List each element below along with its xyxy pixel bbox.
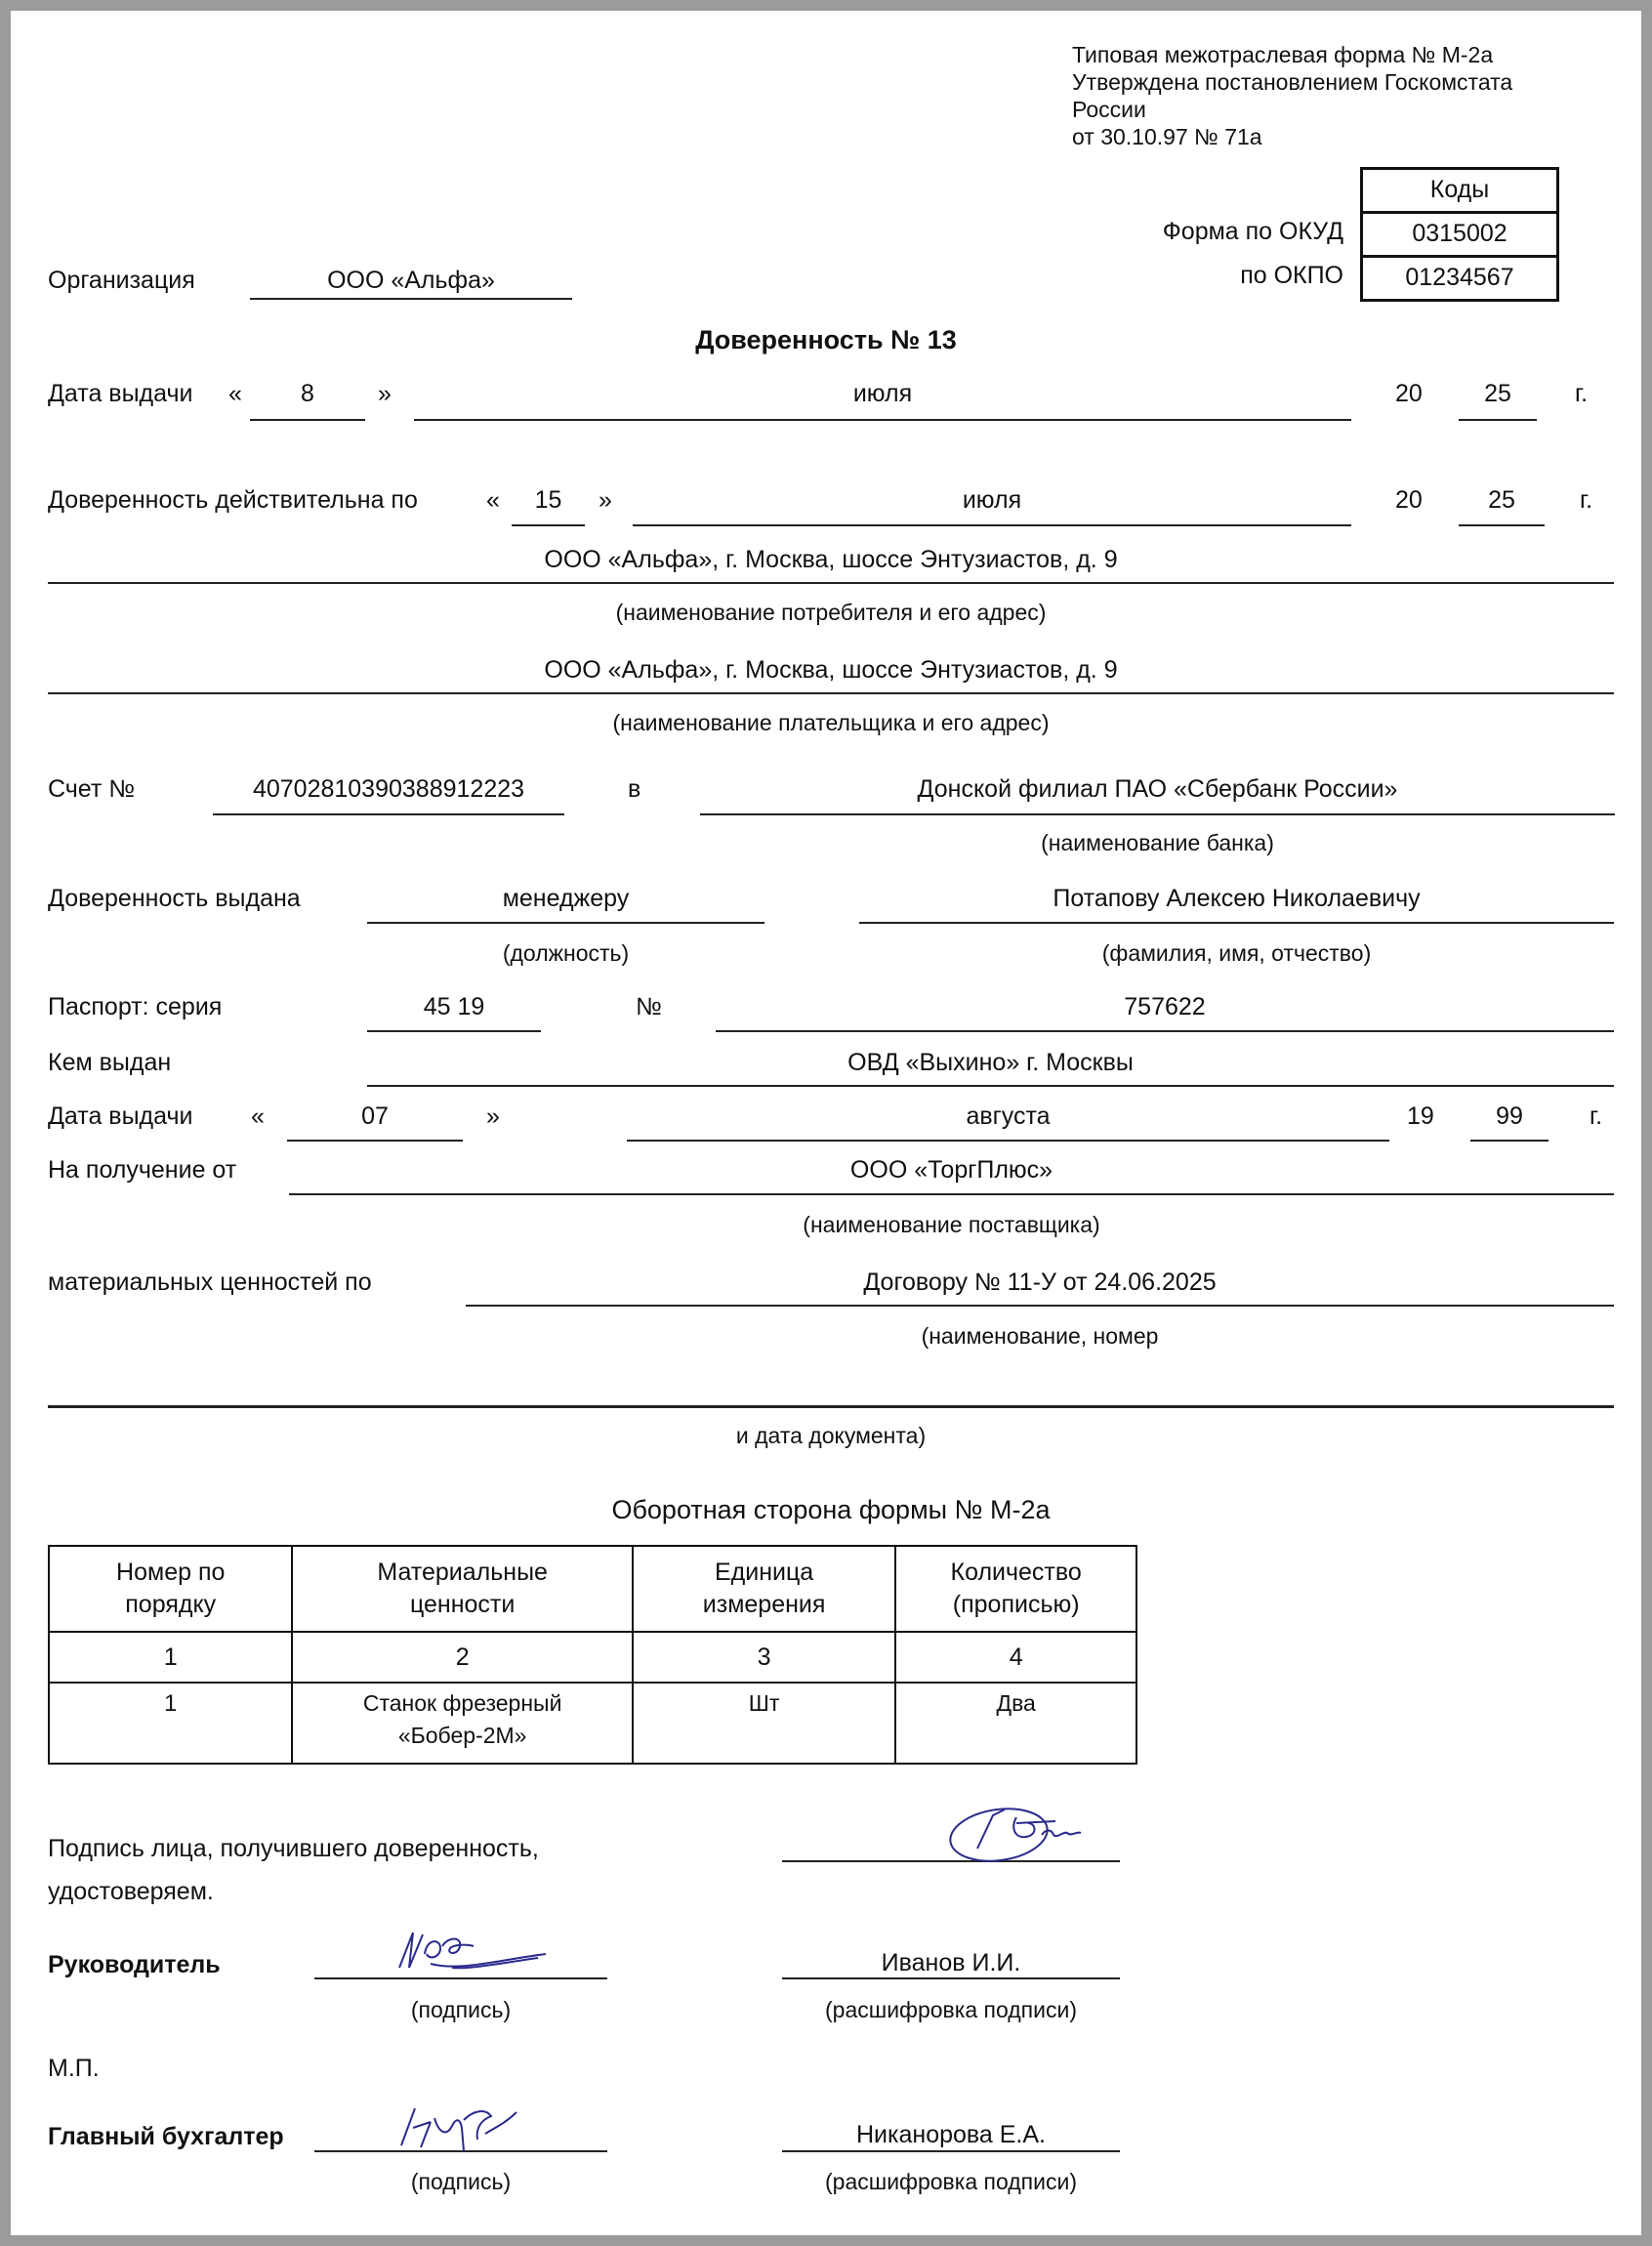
accountant-name: Никанорова Е.А. [855, 2121, 1047, 2148]
issued-by-value: ОВД «Выхино» г. Москвы [847, 1049, 1134, 1076]
valid-until-month: июля [962, 486, 1022, 514]
account-label: Счет № [48, 775, 136, 803]
table-header-cell [49, 1546, 292, 1632]
issued-by-line [367, 1085, 1614, 1087]
row-number-cell: 1 [49, 1683, 292, 1764]
materials-caption-1: (наименование, номер [921, 1323, 1159, 1349]
accountant-decode-caption: (расшифровка подписи) [825, 2169, 1077, 2194]
table-column-numbers-row [49, 1632, 1136, 1683]
valid-until-year-suffix: г. [1580, 486, 1593, 514]
table-header-cell [895, 1546, 1136, 1632]
valid-until-open-quote: « [486, 486, 500, 514]
okud-label: Форма по ОКУД [1162, 218, 1343, 245]
passport-number: 757622 [1124, 993, 1206, 1020]
bank-line [700, 813, 1615, 815]
director-signature [392, 1925, 567, 1983]
valid-until-close-quote: » [599, 486, 612, 514]
account-in: в [628, 775, 641, 803]
passport-date-day-line [287, 1140, 463, 1142]
passport-date-label: Дата выдачи [48, 1102, 193, 1130]
passport-series-label: Паспорт: серия [48, 993, 223, 1020]
accountant-decode-line [782, 2150, 1120, 2152]
okpo-value: 01234567 [1405, 264, 1514, 291]
director-label: Руководитель [48, 1951, 221, 1978]
accountant-signature [392, 2099, 548, 2157]
consumer-value: ООО «Альфа», г. Москва, шоссе Энтузиастов, д. 9 [544, 546, 1118, 573]
supplier-caption: (наименование поставщика) [803, 1212, 1100, 1237]
organization-line [250, 298, 572, 300]
director-name: Иванов И.И. [881, 1949, 1021, 1976]
issued-to-name-caption: (фамилия, имя, отчество) [1101, 940, 1372, 966]
stamp-label: М.П. [48, 2055, 100, 2082]
issue-date-month-line [414, 419, 1351, 421]
valid-until-day-line [512, 524, 585, 526]
header-text: порядку [125, 1591, 217, 1618]
materials-line [466, 1305, 1614, 1307]
supplier-label: На получение от [48, 1156, 237, 1184]
materials-second-line [48, 1405, 1614, 1408]
account-number-line [213, 813, 564, 815]
supplier-line [289, 1193, 1614, 1195]
issue-date-century: 20 [1395, 380, 1423, 407]
header-text: Номер по [116, 1559, 226, 1586]
okud-value: 0315002 [1412, 220, 1507, 247]
issue-date-label: Дата выдачи [48, 380, 193, 407]
issue-date-year-line [1459, 419, 1537, 421]
materials-value: Договору № 11-У от 24.06.2025 [863, 1269, 1217, 1296]
materials-caption-2: и дата документа) [735, 1423, 927, 1448]
consumer-caption: (наименование потребителя и его адрес) [615, 600, 1047, 625]
issued-to-name-line [859, 922, 1614, 924]
reverse-side-title: Оборотная сторона формы № М-2а [611, 1495, 1051, 1524]
issue-date-year: 25 [1484, 380, 1511, 407]
valid-until-century: 20 [1395, 486, 1423, 514]
form-header-line: Утверждена постановлением Госкомстата [1072, 69, 1513, 95]
table-header-cell [292, 1546, 632, 1632]
codes-title: Коды [1429, 176, 1490, 203]
passport-series-line [367, 1030, 541, 1032]
table-header-cell [633, 1546, 896, 1632]
document-title: Доверенность № 13 [695, 325, 957, 354]
valid-until-label: Доверенность действительна по [48, 486, 418, 514]
holder-sign-text: Подпись лица, получившего доверенность, [48, 1835, 539, 1862]
okud-cell [1360, 211, 1559, 258]
valid-until-day: 15 [534, 486, 562, 514]
column-number-cell: 1 [49, 1632, 292, 1683]
item-text: «Бобер-2М» [397, 1723, 527, 1748]
passport-date-day: 07 [361, 1102, 389, 1130]
row-item-cell [292, 1683, 632, 1764]
passport-date-year-line [1470, 1140, 1549, 1142]
supplier-value: ООО «ТоргПлюс» [849, 1156, 1053, 1184]
passport-date-year: 99 [1496, 1102, 1523, 1130]
issue-date-year-suffix: г. [1575, 380, 1589, 407]
issue-date-day-line [250, 419, 365, 421]
passport-date-century: 19 [1407, 1102, 1434, 1130]
valid-until-month-line [633, 524, 1351, 526]
valid-until-year-line [1459, 524, 1545, 526]
accountant-sign-caption: (подпись) [410, 2169, 512, 2194]
bank-name: Донской филиал ПАО «Сбербанк России» [917, 775, 1398, 803]
bank-caption: (наименование банка) [1041, 830, 1274, 855]
table-header-row [49, 1546, 1136, 1632]
holder-signature [948, 1788, 1124, 1866]
goods-table [48, 1545, 1137, 1765]
row-quantity-cell: Два [895, 1683, 1136, 1764]
account-number: 40702810390388912223 [252, 775, 525, 803]
issued-by-label: Кем выдан [48, 1049, 172, 1076]
header-text: Материальные [377, 1559, 548, 1586]
row-unit-cell: Шт [633, 1683, 896, 1764]
issued-to-position-line [367, 922, 764, 924]
organization-label: Организация [48, 267, 195, 294]
holder-sign-text: удостоверяем. [48, 1878, 214, 1905]
materials-label: материальных ценностей по [48, 1269, 372, 1296]
header-text: Количество [950, 1559, 1082, 1586]
passport-date-year-suffix: г. [1590, 1102, 1603, 1130]
issue-date-day: 8 [301, 380, 314, 407]
header-text: ценности [409, 1591, 516, 1618]
form-header-line: России [1072, 97, 1146, 122]
column-number-cell: 3 [633, 1632, 896, 1683]
issued-to-name: Потапову Алексею Николаевичу [1053, 885, 1421, 912]
director-decode-caption: (расшифровка подписи) [825, 1997, 1077, 2022]
passport-date-month: августа [966, 1102, 1051, 1130]
header-text: измерения [702, 1591, 826, 1618]
okpo-cell [1360, 255, 1559, 302]
form-header-line: Типовая межотраслевая форма № М-2а [1072, 42, 1494, 67]
payer-line [48, 692, 1614, 694]
director-sign-caption: (подпись) [410, 1997, 512, 2022]
issue-date-close-quote: » [378, 380, 392, 407]
issued-to-label: Доверенность выдана [48, 885, 301, 912]
consumer-line [48, 582, 1614, 584]
header-text: Единица [714, 1559, 814, 1586]
passport-number-line [716, 1030, 1614, 1032]
item-text: Станок фрезерный [362, 1690, 562, 1716]
issued-to-position: менеджеру [502, 885, 630, 912]
issue-date-month: июля [852, 380, 913, 407]
passport-number-label: № [636, 993, 662, 1020]
issued-to-position-caption: (должность) [502, 940, 630, 966]
director-decode-line [782, 1977, 1120, 1979]
issue-date-open-quote: « [228, 380, 242, 407]
payer-value: ООО «Альфа», г. Москва, шоссе Энтузиастов, д. 9 [544, 656, 1118, 684]
accountant-label: Главный бухгалтер [48, 2123, 284, 2150]
table-row [49, 1683, 1136, 1764]
valid-until-year: 25 [1488, 486, 1515, 514]
codes-header-cell [1360, 167, 1559, 214]
header-text: (прописью) [952, 1591, 1080, 1618]
okpo-label: по ОКПО [1240, 262, 1343, 289]
column-number-cell: 4 [895, 1632, 1136, 1683]
passport-series: 45 19 [423, 993, 485, 1020]
passport-date-month-line [627, 1140, 1389, 1142]
form-header-line: от 30.10.97 № 71а [1072, 124, 1262, 149]
column-number-cell: 2 [292, 1632, 632, 1683]
document-sheet [11, 11, 1641, 2235]
organization-value: ООО «Альфа» [327, 267, 495, 294]
passport-date-open-quote: « [251, 1102, 265, 1130]
payer-caption: (наименование плательщика и его адрес) [612, 710, 1050, 735]
passport-date-close-quote: » [486, 1102, 500, 1130]
